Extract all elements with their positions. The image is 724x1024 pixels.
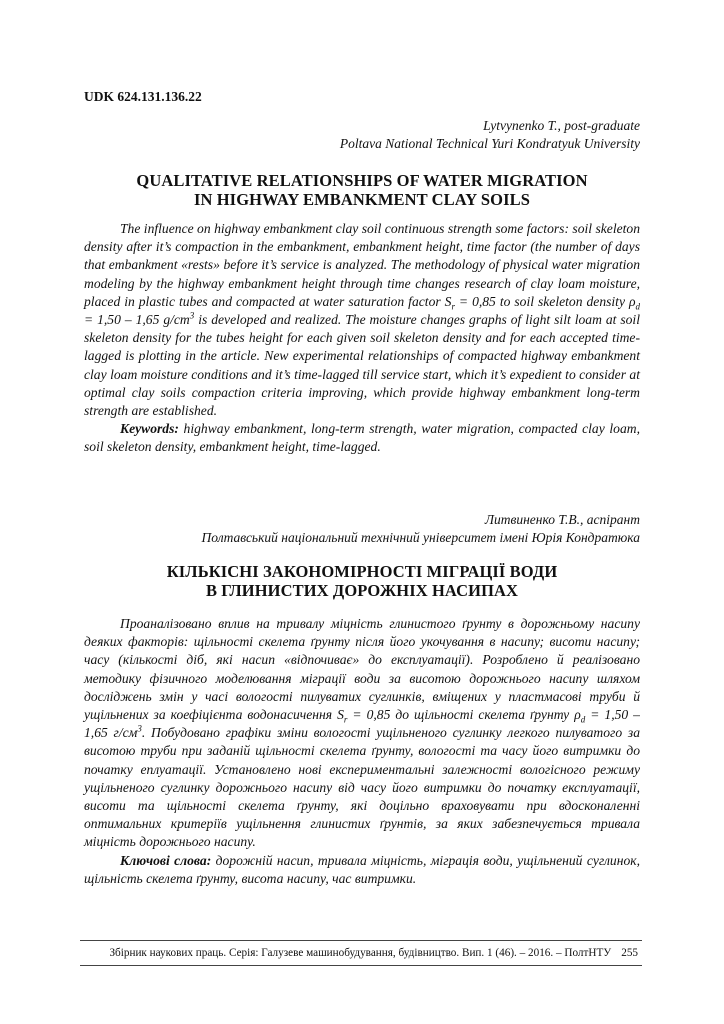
abstract-text: The influence on highway embankment clay soil continuous strength some factors: soil skeleton density after it’s compaction in the embankment, embankment height, time factor (the number of days that embankment «rests» before it’s service is analyzed. The methodology of physical water migration modeling by the highway embankment height through time changes research of clay loam moisture, placed in plastic tubes and compacted at water saturation factor xyxy=(84,221,640,309)
author-block-english xyxy=(340,117,640,153)
saturation-subscript: r xyxy=(343,714,348,725)
paper-title-english xyxy=(84,171,640,209)
abstract-text: = 0,85 to soil skeleton density xyxy=(454,293,629,309)
keywords-label: Keywords: xyxy=(120,421,179,437)
saturation-symbol: S xyxy=(337,707,344,723)
keywords-paragraph xyxy=(84,420,640,456)
author-name: Lytvynenko T., post-graduate xyxy=(483,118,640,133)
footer-rule-bottom xyxy=(80,965,642,966)
density-symbol: ρ xyxy=(628,293,636,309)
abstract-text: = 1,50 – 1,65 г/см xyxy=(84,707,640,741)
title-line: КІЛЬКІСНІ ЗАКОНОМІРНОСТІ МІГРАЦІЇ ВОДИ xyxy=(166,562,558,581)
keywords-text: дорожній насип, тривала міцність, міграція води, ущільнений суглинок, щільність скелета ґрунту, висота насипу, час витримки. xyxy=(84,852,640,886)
footer-rule-top xyxy=(80,940,642,941)
page-footer xyxy=(80,946,638,960)
density-subscript: d xyxy=(635,301,640,312)
saturation-symbol: S xyxy=(444,293,452,309)
density-symbol: ρ xyxy=(574,707,581,723)
density-subscript: d xyxy=(580,714,586,725)
title-line: IN HIGHWAY EMBANKMENT CLAY SOILS xyxy=(193,190,531,209)
author-name: Литвиненко Т.В., аспірант xyxy=(484,512,640,527)
author-affiliation: Poltava National Technical Yuri Kondratyuk University xyxy=(339,136,640,151)
keywords-text: highway embankment, long-term strength, water migration, compacted clay loam, soil skeleton density, embankment height, time-lagged. xyxy=(84,421,640,455)
abstract-paragraph xyxy=(84,615,640,852)
saturation-subscript: r xyxy=(451,301,455,312)
abstract-text: = 1,50 – 1,65 g/cm xyxy=(84,312,190,328)
paper-title-ukrainian xyxy=(84,562,640,600)
page-number: 255 xyxy=(621,947,638,959)
unit-superscript: 3 xyxy=(189,310,195,321)
abstract-text: is developed and realized. The moisture changes graphs of light silt loam at soil skeleton density for the tubes height for each given soil skeleton density and for each accepted time-lagged is plotting in the article. New experimental relationships of compacted highway embankment clay loam moisture conditions and it’s time-lagged till service start, which it’s expedient to consider at optimal clay soils compaction criteria improving, which provide highway embankment long-term strength are established. xyxy=(84,312,640,419)
journal-citation: Збірник наукових праць. Серія: Галузеве машинобудування, будівництво. Вип. 1 (46). – 2016. – ПолтНТУ xyxy=(109,947,612,959)
abstract-paragraph xyxy=(84,220,640,420)
abstract-text: Проаналізовано вплив на тривалу міцність глинистого ґрунту в дорожньому насипу деяких факторів: щільності скелета ґрунту після його укочування в насипу; висоти насипу; часу (кількості діб, які насип «відпочиває» до експлуатації). Розроблено й реалізовано методику фізичного моделювання міграції води за висотою дорожнього насипу шляхом досліджень змін у часі вологості пилуватих суглинків, вміщених у пластмасові труби й ущільнених за коефіцієнта водонасичення xyxy=(84,616,640,723)
keywords-paragraph xyxy=(84,852,640,888)
abstract-english xyxy=(84,220,640,457)
abstract-text: . Побудовано графіки зміни вологості ущільненого суглинку легкого пилуватого за висотою труби при заданій щільності скелета ґрунту, вологості та часу його витримки до початку еплуатації. Установлено нові експериментальні залежності вологісного режиму ущільненого суглинку дорожнього насипу від часу його витримки до початку експлуатації, висоти та щільності скелета ґрунту, які доцільно враховувати при вдосконаленні оптимальних критеріїв ущільнення глинистих ґрунтів, за яких забезпечується тривала міцність дорожнього насипу. xyxy=(84,725,641,850)
author-affiliation: Полтавський національний технічний університет імені Юрія Кондратюка xyxy=(201,530,640,545)
keywords-label: Ключові слова: xyxy=(120,852,212,868)
abstract-text: = 0,85 до щільності скелета ґрунту xyxy=(347,707,575,723)
author-block-ukrainian xyxy=(202,511,640,547)
unit-superscript: 3 xyxy=(137,723,142,734)
title-line: QUALITATIVE RELATIONSHIPS OF WATER MIGRATION xyxy=(136,171,588,190)
udk-code: UDK 624.131.136.22 xyxy=(84,89,202,104)
abstract-ukrainian xyxy=(84,615,640,888)
title-line: В ГЛИНИСТИХ ДОРОЖНІХ НАСИПАХ xyxy=(205,581,519,600)
